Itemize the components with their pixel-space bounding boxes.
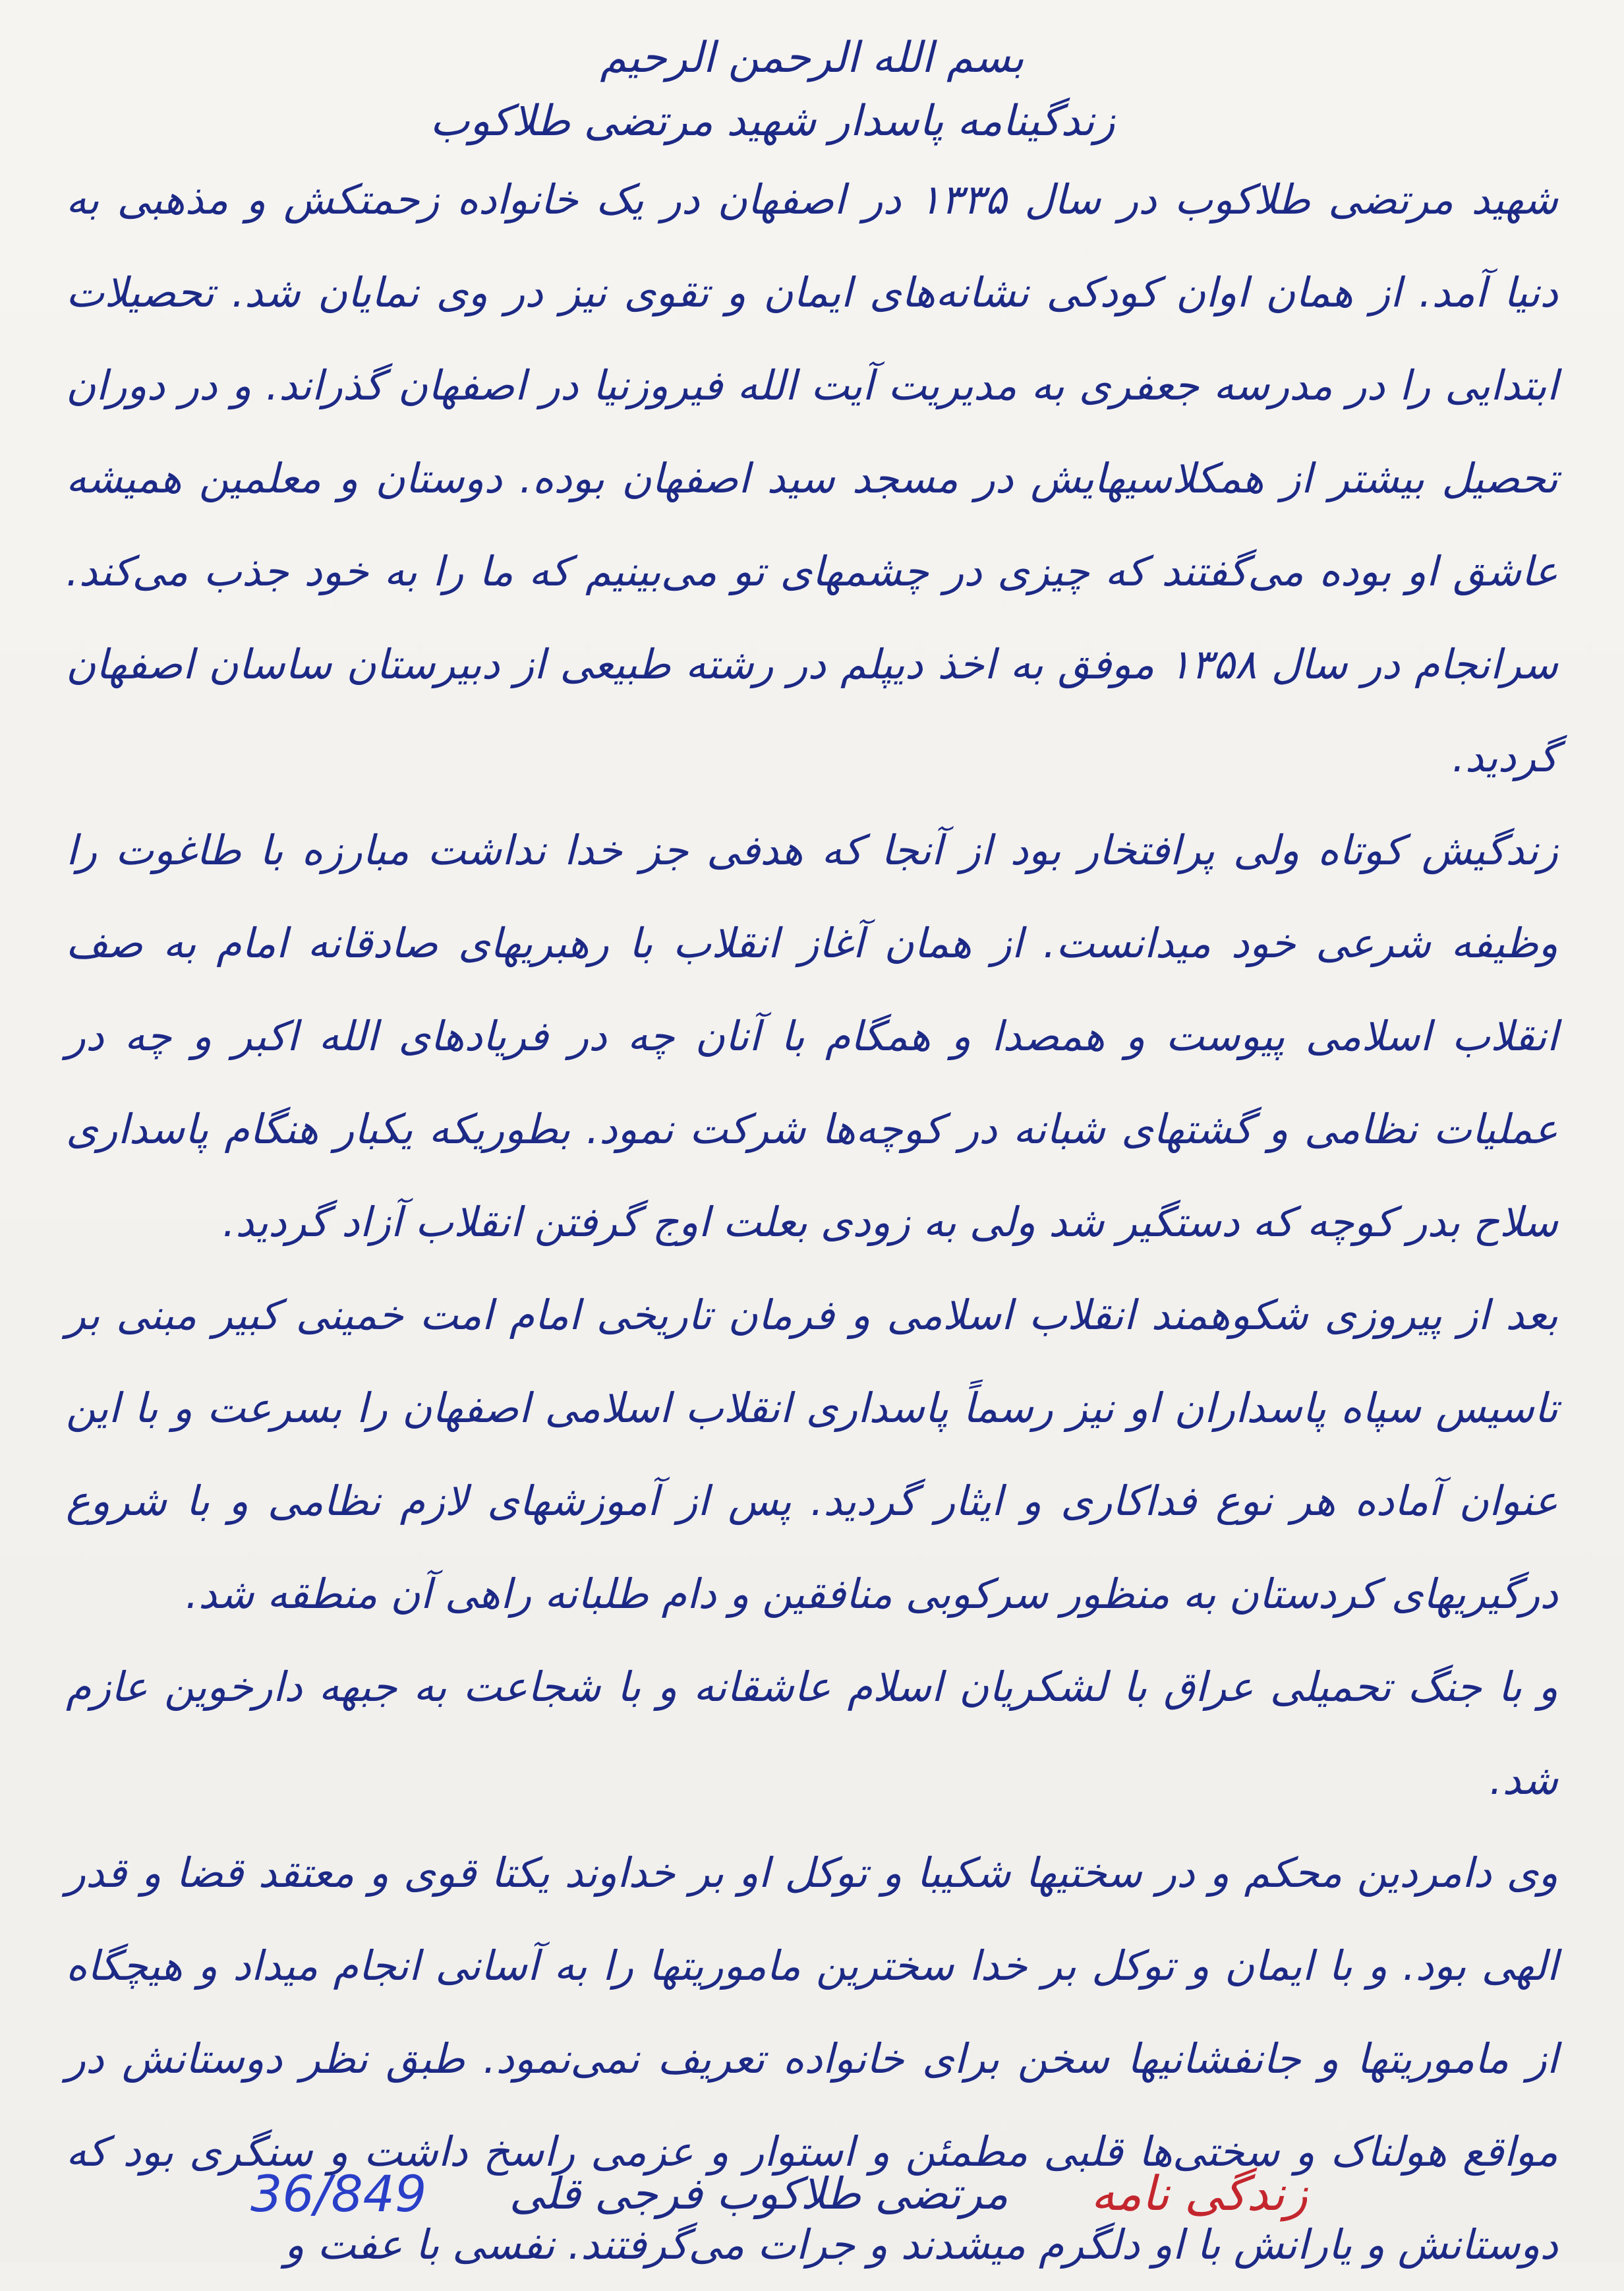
paragraph: بعد از پیروزی شکوهمند انقلاب اسلامی و فرمان تاریخی امام امت خمینی کبیر مبنی بر تاسیس سپاه پاسداران او نیز رسماً پاسداری انقلاب اسلامی اصفهان را بسرعت و با این عنوان آماده هر نوع فداکاری و ایثار گردید. پس از آموزشهای لازم نظامی و با شروع درگیریهای کردستان به منظور سرکوبی منافقین و دام طلبانه راهی آن منطقه شد. — [66, 1291, 1558, 1618]
paragraph: زندگیش کوتاه ولی پرافتخار بود از آنجا که هدفی جز خدا نداشت مبارزه با طاغوت را وظیفه شرعی خود میدانست. از همان آغاز انقلاب با رهبریهای صادقانه امام به صف انقلاب اسلامی پیوست و همصدا و همگام با آنان چه در فریادهای الله اکبر و چه در عملیات نظامی و گشتهای شبانه در کوچه‌ها شرکت نمود. بطوریکه یکبار هنگام پاسداری سلاح بدر کوچه که دستگیر شد ولی به زودی بعلت اوج گرفتن انقلاب آزاد گردید. — [66, 826, 1558, 1246]
paragraph: شهید مرتضی طلاکوب در سال ۱۳۳۵ در اصفهان در یک خانواده زحمتکش و مذهبی به دنیا آمد. از همان اوان کودکی نشانه‌های ایمان و تقوی نیز در وی نمایان شد. تحصیلات ابتدایی را در مدرسه جعفری به مدیریت آیت الله فیروزنیا در اصفهان گذراند. و در دوران تحصیل بیشتر از همکلاسیهایش در مسجد سید اصفهان بوده. دوستان و معلمین همیشه عاشق او بوده می‌گفتند که چیزی در چشمهای تو می‌بینیم که ما را به خود جذب می‌کند. سرانجام در سال ۱۳۵۸ موفق به اخذ دیپلم در رشته طبیعی از دبیرستان ساسان اصفهان گردید. — [66, 175, 1559, 781]
footer-name: مرتضی طلاکوب فرجی قلی — [509, 2168, 1008, 2219]
basmala: بسم الله الرحمن الرحیم — [600, 34, 1024, 82]
footer-annotations — [250, 2151, 1308, 2236]
footer-title: زندگی نامه — [1091, 2166, 1308, 2221]
body-text — [66, 153, 1558, 2291]
document-title: زندگینامه پاسدار شهید مرتضی طلاکوب — [430, 97, 1115, 146]
handwritten-page — [66, 26, 1558, 2291]
paragraph: وی دامردین محکم و در سختیها شکیبا و توکل او بر خداوند یکتا قوی و معتقد قضا و قدر الهی بود. و با ایمان و توکل بر خدا سخترین ماموریتها را به آسانی انجام میداد و هیچگاه از ماموریتها و جانفشانیها سخن برای خانواده تعریف نمی‌نمود. طبق نظر دوستانش در مواقع هولناک و سختی‌ها قلبی مطمئن و استوار و عزمی راسخ داشت و سنگری بود که دوستانش و یارانش با او دلگرم میشدند و جرات می‌گرفتند. نفسی با عفت و — [66, 1849, 1558, 2269]
paragraph: و با جنگ تحمیلی عراق با لشکریان اسلام عاشقانه و با شجاعت به جبهه دارخوین عازم شد. — [66, 1663, 1558, 1804]
footer-number: 36/849 — [250, 2164, 427, 2223]
